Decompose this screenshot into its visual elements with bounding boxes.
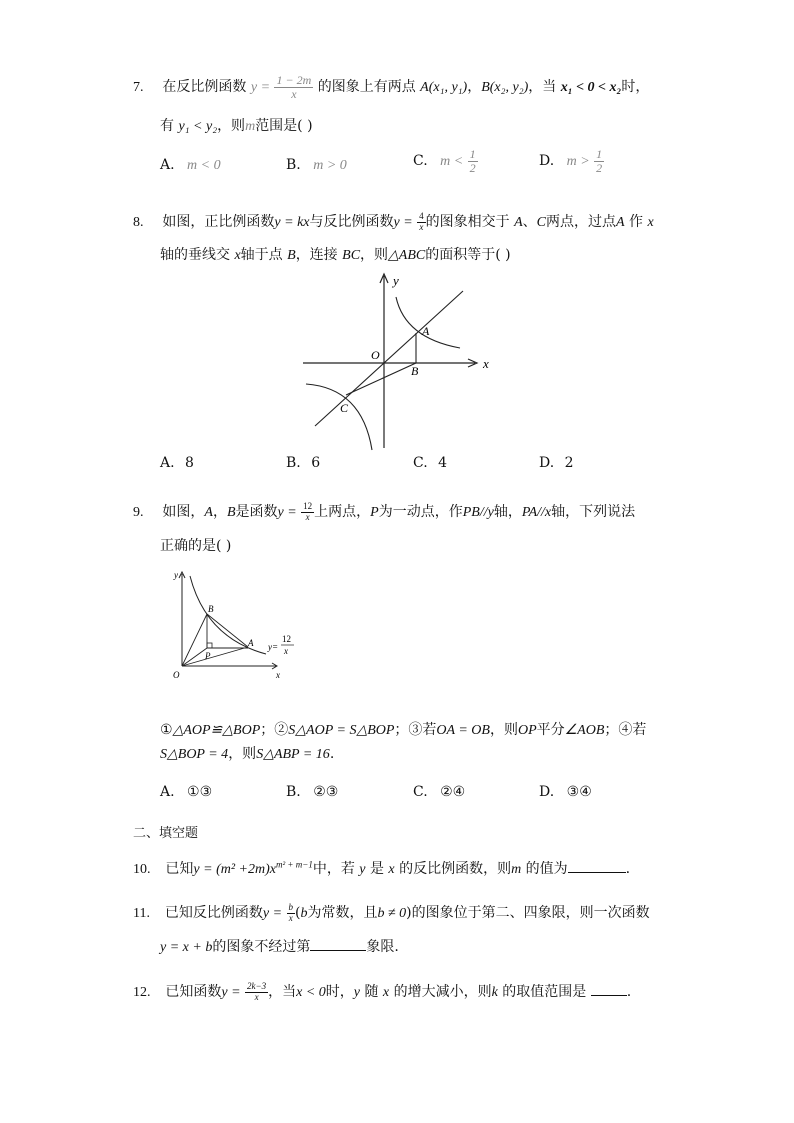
- fraction-numerator: 1: [469, 147, 476, 161]
- segment-oa: [182, 647, 248, 666]
- option-label: C.: [413, 784, 428, 800]
- question-text: 时，: [325, 984, 354, 1000]
- question-text: 在反比例函数: [162, 79, 247, 96]
- option-label: D.: [539, 455, 555, 471]
- statement-expression: △AOP≌△BOP: [172, 723, 261, 738]
- question-text: 是: [369, 861, 384, 877]
- answer-blank[interactable]: [310, 936, 366, 951]
- point-label: A: [615, 215, 625, 230]
- question-text: 的取值范围是: [502, 984, 587, 1000]
- option-value: 8: [185, 455, 194, 471]
- fraction-numerator: 1: [596, 147, 603, 161]
- parallel-statement: PA//x: [521, 505, 552, 520]
- fraction-denominator: x: [254, 991, 259, 1002]
- curve-label: y=: [268, 642, 279, 652]
- variable: x: [382, 985, 390, 1000]
- separator: ，: [467, 79, 482, 96]
- statement-text: ，则: [489, 722, 518, 738]
- statement-expression: OA = OB: [436, 723, 490, 738]
- option-label: A.: [160, 157, 175, 173]
- question-number: 12.: [133, 985, 151, 1000]
- question-7-line-2: [160, 115, 313, 135]
- hyperbola: [190, 576, 266, 654]
- option-d[interactable]: [539, 784, 592, 800]
- question-text: 有: [160, 118, 174, 134]
- question-text: 已知: [165, 861, 194, 877]
- question-number: 11.: [133, 906, 150, 921]
- question-text: ，连接: [295, 247, 338, 263]
- option-expression: m > 0: [313, 158, 347, 173]
- question-text: 象限.: [366, 939, 399, 955]
- question-text: ，当: [528, 79, 557, 96]
- section-heading: 二、填空题: [133, 826, 199, 841]
- option-label: B.: [286, 455, 301, 471]
- option-label: C.: [413, 153, 428, 170]
- exponent: m² + m−1: [275, 859, 313, 870]
- triangle-label: △ABC: [388, 248, 426, 263]
- question-8-figure: [300, 270, 500, 455]
- point-c-label: C: [340, 401, 349, 415]
- question-text: 的面积等于( ): [425, 247, 511, 263]
- question-text: 的反比例函数，则: [399, 861, 512, 877]
- option-label: D.: [539, 784, 555, 800]
- segment-op: [182, 648, 207, 666]
- equation-lhs: y =: [262, 906, 283, 921]
- variable: y: [359, 862, 366, 877]
- segment-bc: [346, 363, 416, 395]
- condition: x₁ < 0 < x₂: [560, 80, 622, 96]
- question-text: ，则: [360, 247, 389, 263]
- variable: k: [491, 985, 498, 1000]
- equation-lhs: y =: [221, 985, 241, 1000]
- statement-text: 平分: [536, 722, 565, 738]
- question-text: 的图象上有两点: [317, 79, 416, 96]
- line-y-kx: [315, 291, 463, 426]
- fraction-denominator: x: [419, 221, 424, 232]
- question-text: 上两点，: [314, 504, 371, 520]
- x-axis-label: x: [483, 356, 489, 371]
- variable: m: [245, 119, 256, 134]
- point-b-label: B: [411, 364, 419, 378]
- question-7-line-1: [133, 74, 649, 100]
- equation-fraction: [301, 502, 314, 522]
- curve-label-numerator: 12: [282, 634, 291, 644]
- separator: ，: [212, 504, 227, 520]
- fraction-denominator: x: [288, 912, 293, 923]
- statement-marker: ；④若: [604, 722, 647, 738]
- option-c[interactable]: [413, 784, 465, 800]
- axis-name: x: [647, 215, 654, 230]
- condition: x < 0: [296, 985, 326, 1000]
- question-11-line-1: [133, 902, 650, 923]
- option-value: ②③: [313, 784, 339, 800]
- question-text: (: [295, 905, 301, 921]
- question-text: 已知反比例函数: [164, 905, 263, 921]
- equation-lhs: y =: [393, 215, 413, 230]
- point-label: B: [287, 248, 296, 263]
- point-b-label: B: [208, 604, 214, 614]
- option-c[interactable]: [413, 455, 447, 471]
- question-text: 为常数，且: [307, 905, 378, 921]
- fraction-denominator: 2: [596, 160, 603, 175]
- option-value: 4: [438, 455, 448, 471]
- question-text: 两点，过点: [545, 214, 616, 230]
- question-text: 的图象不经过第: [212, 939, 311, 955]
- origin-label: O: [371, 348, 380, 362]
- question-9-statements-line-1: [160, 719, 646, 739]
- origin-label: O: [173, 670, 180, 680]
- question-number: 7.: [133, 80, 144, 96]
- option-label: B.: [286, 157, 301, 173]
- question-text: ，则: [217, 118, 246, 134]
- question-text: 轴，: [493, 504, 522, 520]
- question-9-figure: [168, 566, 298, 684]
- option-b[interactable]: [286, 455, 320, 471]
- option-fraction: [594, 148, 604, 174]
- option-b[interactable]: [286, 157, 347, 174]
- option-value: 6: [311, 455, 321, 471]
- question-text: 随: [364, 984, 379, 1000]
- question-number: 10.: [133, 862, 151, 877]
- question-10: [133, 858, 630, 878]
- question-number: 9.: [133, 505, 144, 520]
- variable: x: [388, 862, 395, 877]
- option-label: D.: [539, 153, 555, 170]
- curve-label-denominator: x: [284, 646, 288, 656]
- question-text: 轴的垂线交: [160, 247, 230, 263]
- fraction-denominator: x: [305, 511, 310, 522]
- fraction-numerator: 2k−3: [247, 981, 267, 992]
- question-text: 如图，正比例函数: [162, 214, 275, 230]
- variable: b: [300, 906, 308, 921]
- fraction-numerator: 4: [419, 211, 424, 222]
- question-12: [133, 981, 631, 1002]
- variable: y: [353, 985, 360, 1000]
- statement-marker: ①: [160, 722, 173, 738]
- option-expression: m >: [566, 154, 590, 170]
- point-a: A(x₁, y₁): [420, 80, 468, 96]
- option-label: C.: [413, 455, 428, 471]
- question-text: )的图象位于第二、四象限，则一次函数: [406, 905, 650, 921]
- question-11-line-2: [160, 936, 399, 956]
- equation-fraction: [287, 903, 296, 923]
- question-9-line-1: [133, 501, 635, 522]
- option-a[interactable]: [160, 784, 212, 800]
- fraction-numerator: 1 − 2m: [276, 73, 312, 87]
- statement-expression: S△ABP = 16: [256, 747, 330, 762]
- option-value: 2: [564, 455, 574, 471]
- segment-ob: [182, 614, 207, 666]
- fraction-numerator: b: [288, 902, 294, 913]
- question-text: 轴，下列说法: [551, 504, 636, 520]
- option-value: ①③: [187, 784, 213, 800]
- point-p-label: P: [205, 651, 211, 661]
- option-label: B.: [286, 784, 301, 800]
- point-label: C: [536, 215, 546, 230]
- point-label: A: [514, 215, 523, 230]
- hyperbola-branch-2: [306, 384, 372, 450]
- right-angle-mark: [207, 643, 212, 648]
- question-number: 8.: [133, 215, 144, 230]
- question-text: 时，: [621, 79, 650, 96]
- option-a[interactable]: [160, 455, 194, 471]
- option-d[interactable]: [539, 148, 604, 174]
- point-label: P: [370, 505, 379, 520]
- question-text: 范围是( ): [255, 118, 313, 134]
- point-b: B(x₂, y₂): [481, 80, 529, 96]
- statement-expression: OP: [517, 723, 537, 738]
- axis-name: x: [234, 248, 241, 263]
- option-expression: m <: [440, 154, 464, 170]
- statement-text: ，则: [228, 746, 257, 762]
- option-label: A.: [160, 784, 175, 800]
- answer-blank[interactable]: [591, 981, 627, 996]
- question-text: .: [626, 984, 632, 1000]
- function-fraction: [274, 74, 313, 100]
- option-fraction: [468, 148, 478, 174]
- option-d[interactable]: [539, 455, 574, 471]
- equation-fraction: [245, 982, 268, 1002]
- segment-ab: [207, 614, 248, 647]
- question-text: 已知函数: [165, 984, 222, 1000]
- point-label: B: [226, 505, 236, 520]
- separator: 、: [522, 214, 537, 230]
- statement-marker: ；②: [260, 722, 289, 738]
- question-text: 如图，: [162, 504, 205, 520]
- option-b[interactable]: [286, 784, 338, 800]
- parallel-statement: PB//y: [462, 505, 494, 520]
- point-label: A: [204, 505, 213, 520]
- question-text: 作: [629, 214, 643, 230]
- segment-label: BC: [342, 248, 361, 263]
- question-text: 是函数: [235, 504, 278, 520]
- y-axis-label: y: [393, 273, 399, 288]
- question-text: 的值为: [525, 861, 568, 877]
- equation-fraction: [417, 212, 426, 232]
- point-a-label: A: [422, 324, 430, 338]
- statement-expression: S△BOP = 4: [160, 747, 229, 762]
- question-text: .: [625, 861, 631, 877]
- option-expression: m < 0: [187, 158, 221, 173]
- option-a[interactable]: [160, 157, 221, 174]
- question-text: 的图象相交于: [425, 214, 510, 230]
- equation: y = kx: [274, 215, 310, 230]
- option-label: A.: [160, 455, 175, 471]
- fraction-denominator: x: [291, 86, 297, 101]
- x-axis-label: x: [276, 670, 280, 680]
- fraction-denominator: 2: [469, 160, 476, 175]
- option-value: ③④: [566, 784, 592, 800]
- question-text: 中，若: [312, 861, 355, 877]
- variable: m: [511, 862, 522, 877]
- statement-expression: ∠AOB: [564, 723, 605, 738]
- option-c[interactable]: [413, 148, 478, 174]
- function-lhs: y =: [250, 80, 271, 96]
- question-9-line-2: [160, 535, 231, 555]
- inequality: y₁ < y₂: [178, 119, 218, 134]
- question-text: 与反比例函数: [309, 214, 394, 230]
- equation-lhs: y =: [277, 505, 297, 520]
- y-axis-label: y: [174, 570, 178, 580]
- statement-marker: ；③若: [394, 722, 437, 738]
- answer-blank[interactable]: [568, 858, 626, 873]
- fraction-numerator: 12: [303, 501, 313, 512]
- equation: y = (m² +2m)x: [193, 862, 276, 877]
- question-text: 为一动点，作: [378, 504, 463, 520]
- question-8-line-1: [133, 211, 654, 232]
- question-9-statements-line-2: [160, 743, 334, 763]
- question-text: 轴于点: [240, 247, 283, 263]
- point-a-label: A: [248, 638, 254, 648]
- question-8-line-2: [160, 244, 511, 264]
- statement-text: .: [329, 746, 335, 762]
- statement-expression: S△AOP = S△BOP: [288, 723, 395, 738]
- question-text: 的增大减小，则: [393, 984, 492, 1000]
- question-text: ，当: [268, 984, 297, 1000]
- condition: b ≠ 0: [377, 906, 407, 921]
- equation: y = x + b: [160, 940, 213, 955]
- question-text: 正确的是( ): [160, 538, 232, 554]
- option-value: ②④: [440, 784, 466, 800]
